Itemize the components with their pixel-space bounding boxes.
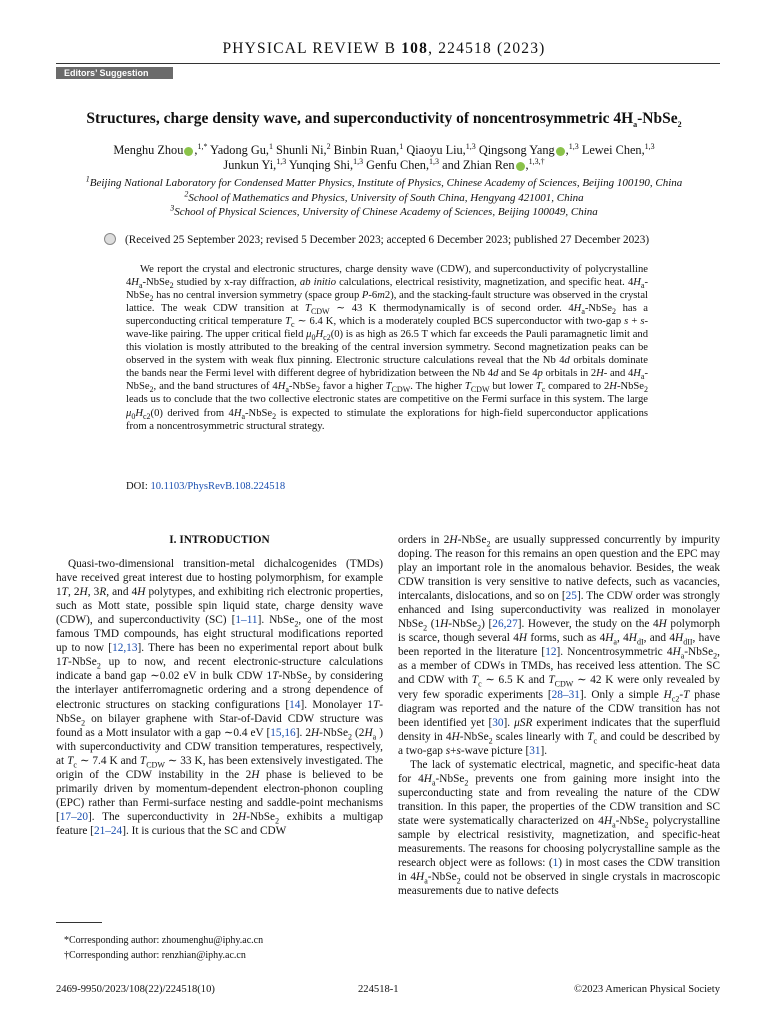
header-rule — [56, 63, 720, 64]
footnote-1: *Corresponding author: zhoumenghu@iphy.ac.cn — [64, 935, 264, 946]
orcid-icon[interactable] — [184, 147, 193, 156]
editors-suggestion-badge: Editors’ Suggestion — [56, 67, 173, 79]
footnote-2: †Corresponding author: renzhian@iphy.ac.cn — [64, 950, 246, 961]
abstract: We report the crystal and electronic structures, charge density wave (CDW), and superconductivity of polycrystalline $4H_a-NbSe_2$ studied by x-ray diffraction, ab initio calculations, electrical resistivity, magnetization, and specific heat. $4H_a-NbSe_2$ has no central inversion symmetry (space group P-6m2), and the stacking-fault structure was observed in the crystal lattice. The weak CDW transition at $T_{CDW}$ ∼ 43 K thermodynamically is of second order. $4H_a-NbSe_2$ has a superconducting critical temperature $T_c$ ∼ 6.4 K, which is a moderately coupled BCS superconductor with two-gap s + s-wave-like pairing. The upper critical field $\mu_0H_{c2}(0)$ is as high as 26.5 T which far exceeds the Pauli paramagnetic limit and this violation is mostly attributed to the breaking of the central inversion symmetry. Second magnetization peaks can be observed in the system with weak flux pinning. Electronic structure calculations reveal that the Nb 4d orbitals dominate the bands near the Fermi level with different degree of hybridization between the Nb 4d and Se 4p orbitals in 2H- and $4H_a-NbSe_2$, and the band structures of $4H_a-NbSe_2$ favor a higher $T_{CDW}$. The higher $T_{CDW}$ but lower $T_c$ compared to 2H-NbSe$_2$ leads us to conclude that the two collective electronic states are competitive on the Fermi surface in this system. The large $\mu_0H_{c2}(0)$ derived from $4H_a-NbSe_2$ is expected to stimulate the explorations for high-field superconductor applications from a noncentrosymmetric structural strategy. — [126, 264, 649, 432]
footer-copyright: ©2023 American Physical Society — [573, 984, 720, 995]
doi-link[interactable]: 10.1103/PhysRevB.108.224518 — [150, 481, 286, 492]
footer-issn: 2469-9950/2023/108(22)/224518(10) — [56, 984, 215, 995]
crossmark-icon[interactable] — [104, 233, 116, 245]
footer-page: 224518-1 — [358, 984, 399, 995]
journal-header: PHYSICAL REVIEW B 108, 224518 (2023) — [222, 40, 546, 57]
orcid-icon[interactable] — [516, 162, 525, 171]
footnote-rule — [56, 922, 102, 923]
doi-line: DOI: 10.1103/PhysRevB.108.224518 — [126, 481, 286, 492]
paper-title: Structures, charge density wave, and superconductivity of noncentrosymmetric $4H_a-NbSe_2$ — [86, 110, 682, 130]
author-list: Menghu Zhou ,$^{1,*}$ Yadong Gu,$^1$ Shunli Ni,$^2$ Binbin Ruan,$^1$ Qiaoyu Liu,$^{1,3}$ Qingsong Yang ,$^{1,3}$ Lewei Chen,$^{1,3}$ Junkun Yi,$^{1,3}$ Yunqing Shi,$^{1,3}$ Genfu Chen,$^{1,3}$ and Zhian Ren ,$^{1,3,\dagger}$ — [113, 141, 655, 172]
orcid-icon[interactable] — [556, 147, 565, 156]
left-column: I. INTRODUCTION Quasi-two-dimensional transition-metal dichalcogenides (TMDs) have received great interest due to hosting polymorphism, for example 1T, 2H, 3R, and 4H polytypes, and exhibiting rich electronic properties, such as Mott state, possible spin liquid state, charge density wave (CDW), and superconductivity (SC) [1–11]. NbSe$_2$, one of the most famous TMD compounds, has eight structural modifications reported up to now [12,13]. There has been no experimental report about bulk 1T-NbSe$_2$ up to now, and recent electronic-structure calculations indicate a band gap ∼0.02 eV in bulk CDW 1T-NbSe$_2$ by considering the interlayer antiferromagnetic ordering and a strong dependence of electronic structures on stacking configurations [14]. Monolayer 1T-NbSe$_2$ on bilayer graphene with Star-of-David CDW structure was found as a Mott insulator with a gap ∼0.4 eV [15,16]. 2H-NbSe$_2$ ($2H_a$ ) with superconductivity and CDW transition temperatures, respectively, at $T_c$ ∼ 7.4 K and $T_{CDW}$ ∼ 33 K, has been extensively investigated. The origin of the CDW instability in the 2H phase is believed to be primarily driven by momentum-dependent electron-phonon coupling (EPC) rather than Fermi-surface nesting and saddle-point mechanisms [17–20]. The superconductivity in 2H-NbSe$_2$ exhibits a multigap feature [21–24]. It is curious that the SC and CDW — [56, 534, 384, 837]
right-column: orders in 2H-NbSe$_2$ are usually suppressed concurrently by impurity doping. The reason for this remains an open question and the EPC may play an important role in the anomalous behavior. Besides, the weak CDW transition is very sensitive to native defects, such as vacancies, intercalants, dislocations, and so on [25]. The CDW order was strongly enhanced and Ising superconductivity was realized in monolayer NbSe$_2$ (1H-NbSe$_2$) [26,27]. However, the study on the 4H polymorph is scarce, though several 4H forms, such as $4H_a$, $4H_{dI}$, and $4H_{dII}$, have been reported in the literature [12]. Noncentrosymmetric $4H_a-NbSe_2$, as a member of CDWs in TMDs, has received less attention. The SC and CDW with $T_c$ ∼ 6.5 K and $T_{CDW}$ ∼ 42 K were only revealed by very few sporadic experiments [28–31]. Only a simple $H_{c2}-T$ phase diagram was reported and the nature of the CDW transition has not been identified yet [30]. μSR experiment indicates that the superfluid density in 4H-NbSe$_2$ scales linearly with $T_c$ and could be described by a two-gap s+s-wave picture [31]. The lack of systematic electrical, magnetic, and specific-heat data for $4H_a-NbSe_2$ prevents one from gaining more insight into the superconducting state and from revealing the nature of the CDW transition. In this paper, the properties of the CDW transition and SC state were systematically characterized on $4H_a-NbSe_2$ polycrystalline sample by electrical resistivity, magnetization, and specific-heat measurements. The reasons for choosing polycrystalline sample as the research object were as follows: (1) in most cases the CDW transition in $4H_a-NbSe_2$ could not be observed in single crystals in macroscopic measurements due to native defects — [398, 534, 721, 898]
affiliations: $^1$Beijing National Laboratory for Condensed Matter Physics, Institute of Physics, Chinese Academy of Sciences, Beijing 100190, China $^2$School of Mathematics and Physics, University of South China, Hengyang 421001, China $^3$School of Physical Sciences, University of Chinese Academy of Sciences, Beijing 100049, China — [85, 174, 683, 218]
received-dates: (Received 25 September 2023; revised 5 December 2023; accepted 6 December 2023; published 27 December 2023) — [125, 234, 650, 246]
section-title: I. INTRODUCTION — [169, 534, 270, 546]
